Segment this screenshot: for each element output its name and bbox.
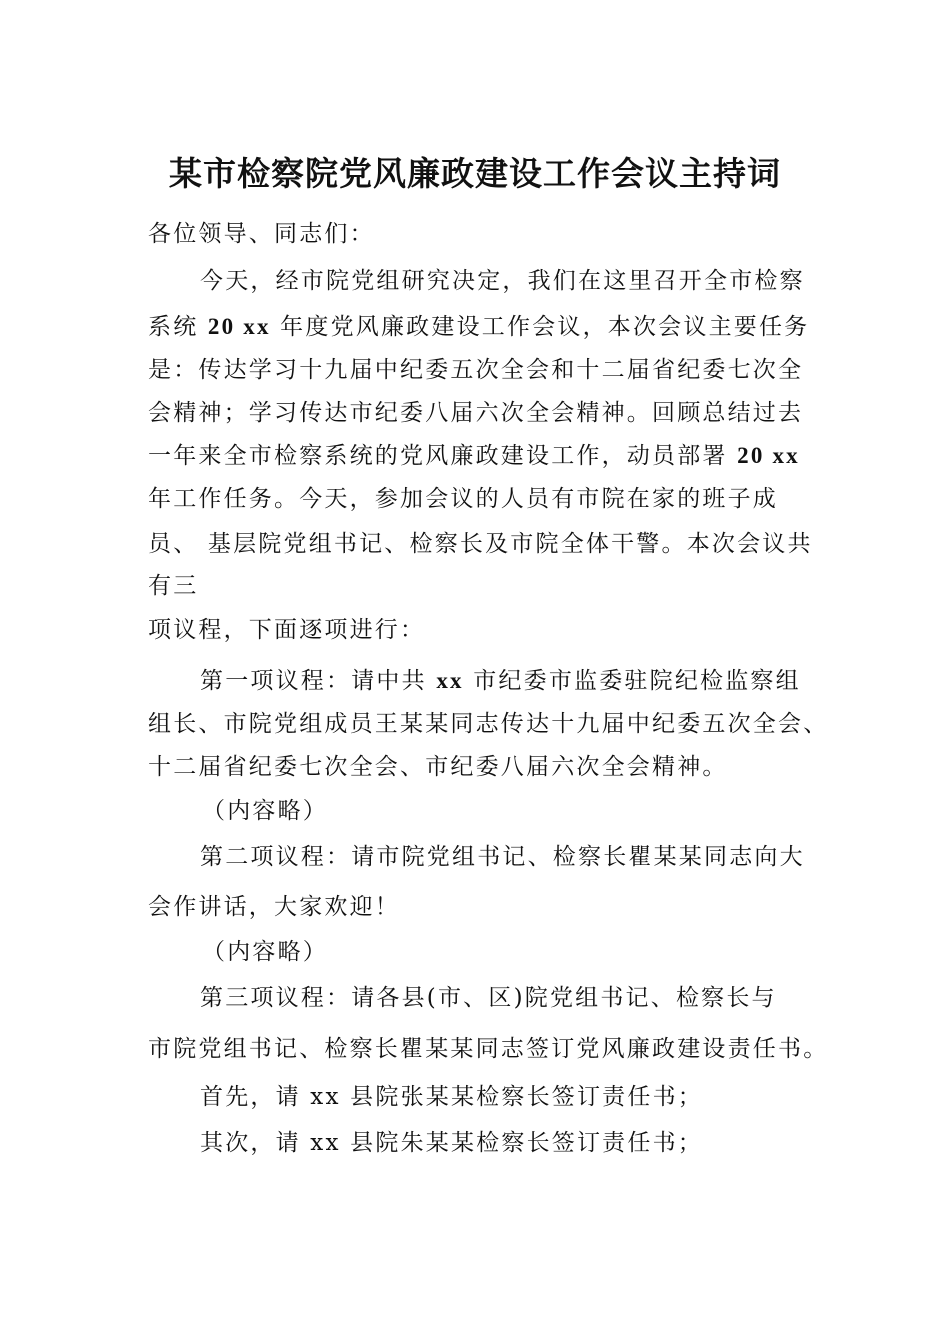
paragraph-line: 今天，经市院党组研究决定，我们在这里召开全市检察 xyxy=(200,268,805,294)
year-placeholder: 20 xx xyxy=(737,443,800,468)
paragraph-line: 员、 基层院党组书记、检察长及市院全体干警。本次会议共 xyxy=(148,531,813,557)
paragraph-line: 项议程，下面逐项进行： xyxy=(148,617,426,643)
year-placeholder: 20 xx xyxy=(207,314,271,339)
agenda-item-2-line: 第二项议程：请市院党组书记、检察长瞿某某同志向大 xyxy=(200,844,805,870)
salutation: 各位领导、同志们： xyxy=(148,221,375,247)
content-omitted-note: （内容略） xyxy=(202,798,328,824)
agenda-item-1-line: 十二届省纪委七次全会、市纪委八届六次全会精神。 xyxy=(148,754,728,780)
paragraph-line: 是：传达学习十九届中纪委五次全会和十二届省纪委七次全 xyxy=(148,357,804,383)
paragraph-line: 系统 20 xx 年度党风廉政建设工作会议，本次会议主要任务 xyxy=(148,314,810,340)
agenda-item-3-line: 第三项议程：请各县(市、区)院党组书记、检察长与 xyxy=(200,985,777,1011)
city-placeholder: xx xyxy=(436,668,464,693)
paragraph-line: 会精神；学习传达市纪委八届六次全会精神。回顾总结过去 xyxy=(148,400,804,426)
agenda-item-3-line: 市院党组书记、检察长瞿某某同志签订党风廉政建设责任书。 xyxy=(148,1036,829,1062)
agenda-item-1-line: 第一项议程：请中共 xx 市纪委市监委驻院纪检监察组 xyxy=(200,668,801,694)
document-title: 某市检察院党风廉政建设工作会议主持词 xyxy=(169,154,781,193)
agenda-item-1-line: 组长、市院党组成员王某某同志传达十九届中纪委五次全会、 xyxy=(148,711,829,737)
signing-line: 首先，请 xx 县院张某某检察长签订责任书； xyxy=(200,1084,703,1110)
signing-line: 其次，请 xx 县院朱某某检察长签订责任书； xyxy=(200,1130,703,1156)
paragraph-line: 一年来全市检察系统的党风廉政建设工作，动员部署 20 xx xyxy=(148,443,800,469)
paragraph-line: 年工作任务。今天，参加会议的人员有市院在家的班子成 xyxy=(148,486,778,512)
content-omitted-note: （内容略） xyxy=(202,939,328,965)
agenda-item-2-line: 会作讲话，大家欢迎！ xyxy=(148,894,400,920)
paragraph-line: 有三 xyxy=(148,573,199,599)
